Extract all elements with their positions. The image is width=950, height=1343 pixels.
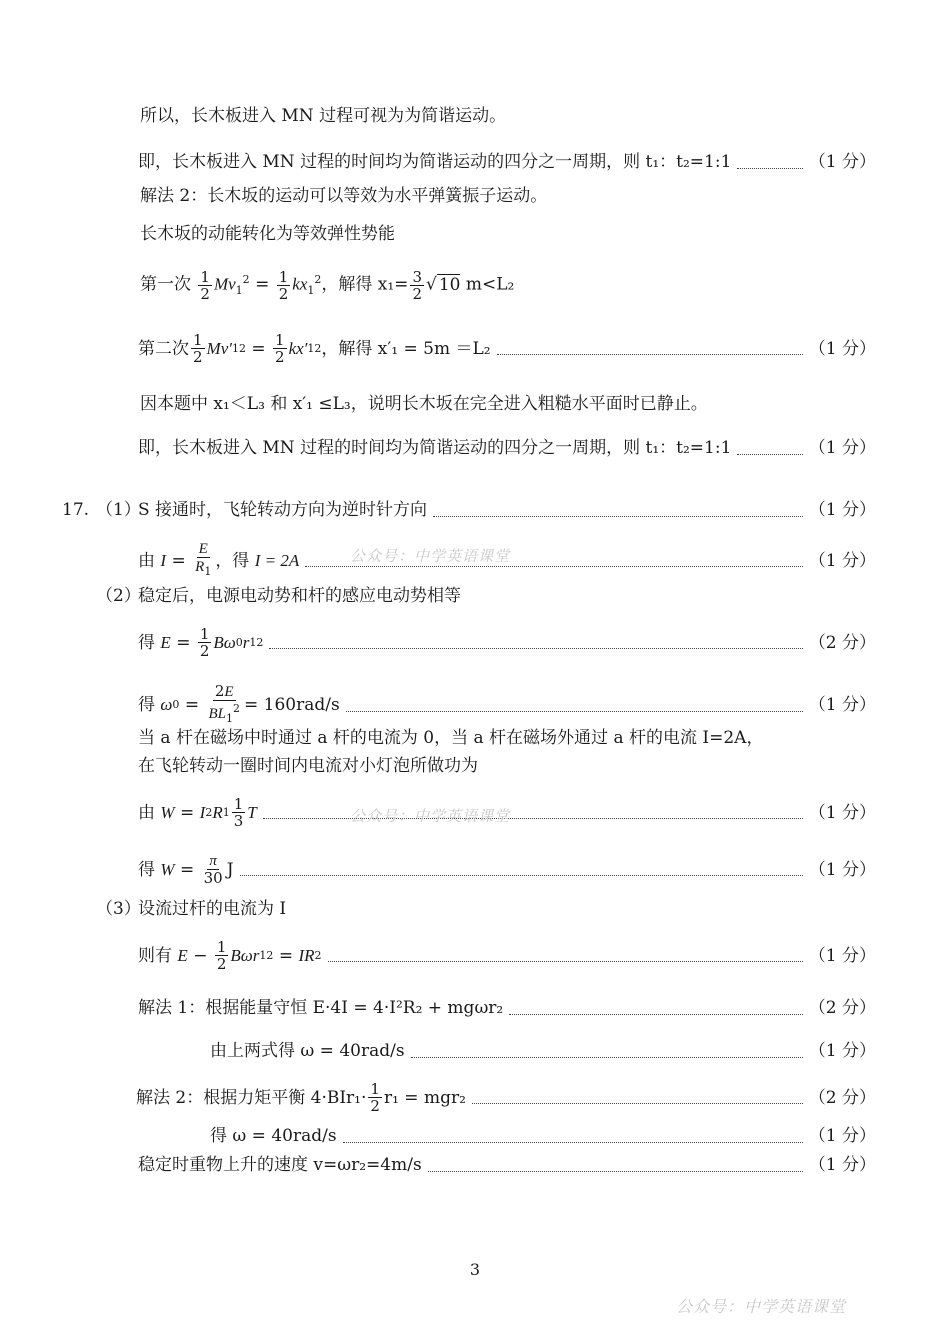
watermark: 公众号：中学英语课堂: [350, 807, 511, 825]
score-label: （1 分）: [808, 802, 876, 823]
score-label: （1 分）: [808, 152, 876, 172]
answer-row: 则有 E − $\frac{1}{2}$ Bωr 1 2 = IR 2 （1 分）: [138, 938, 876, 973]
equation-prefix: 第二次: [138, 338, 189, 359]
equation-prefix: 由: [138, 802, 155, 823]
fraction: $\frac{\pi}{30}$: [203, 853, 223, 887]
answer-row: 得 ω 0 = $\frac{2E}{BL_1^2}$ = 160rad/s （1 分）: [138, 682, 876, 725]
answer-row: 第二次 $\frac{1}{2}$ Mv′ 1 2 = $\frac{1}{2}$ kx′ 1 2 ，解得 x′₁ = 5m ＝L₂ （1 分）: [138, 331, 876, 366]
leader-dots: [509, 1014, 803, 1015]
leader-dots: [346, 711, 803, 712]
equation-mid: ，得: [215, 550, 250, 571]
answer-row: 由 I = $\frac{E}{R_1}$ ，得 I = 2A （1 分）: [138, 541, 876, 578]
fraction: $\frac{1}{2}$: [199, 625, 210, 660]
leader-dots: [240, 875, 803, 876]
fraction: $\frac{E}{R_1}$: [195, 541, 212, 578]
score-label: （1 分）: [808, 1155, 876, 1175]
equation-mid: ，解得 x′₁ = 5m ＝L₂: [321, 338, 491, 359]
leader-dots: [263, 818, 803, 819]
watermark: 公众号：中学英语课堂: [676, 1297, 847, 1316]
answer-text: 由上两式得 ω = 40rad/s: [210, 1041, 405, 1061]
part-label: （1）: [96, 500, 141, 520]
equation-prefix: 解法 2：根据力矩平衡 4·BIr₁·: [136, 1087, 367, 1108]
text-line: 当 a 杆在磁场中时通过 a 杆的电流为 0，当 a 杆在磁场外通过 a 杆的电流 I=2A，: [138, 728, 764, 748]
answer-row: [138, 436, 876, 460]
score-label: （1 分）: [808, 859, 876, 880]
equation-prefix: 第一次: [140, 274, 191, 295]
fraction: $\frac{1}{2}$: [278, 267, 289, 303]
fraction: $\frac{1}{2}$: [275, 331, 285, 366]
score-label: （2 分）: [808, 1087, 876, 1108]
text-line: 所以，长木板进入 MN 过程可视为为简谐运动。: [140, 106, 507, 126]
answer-text: S 接通时，飞轮转动方向为逆时针方向: [138, 500, 428, 520]
page-number: 3: [469, 1260, 481, 1279]
answer-text: 解法 1：根据能量守恒 E·4I = 4·I²R₂ + mgωr₂: [138, 998, 504, 1018]
score-label: （1 分）: [808, 945, 876, 966]
score-label: （1 分）: [808, 695, 876, 715]
score-label: （1 分）: [808, 1126, 876, 1146]
score-label: （1 分）: [808, 500, 876, 520]
fraction: $\frac{1}{2}$: [200, 267, 210, 303]
answer-row: 得 W = $\frac{\pi}{30}$ J （1 分）: [138, 853, 876, 887]
answer-row: [138, 150, 876, 174]
fraction: $\frac{3}{2}$: [412, 267, 422, 303]
answer-row: [210, 1039, 876, 1063]
score-label: （2 分）: [808, 998, 876, 1018]
score-label: （2 分）: [808, 632, 876, 653]
leader-dots: [411, 1057, 803, 1058]
leader-dots: [428, 1171, 803, 1172]
text-line: 在飞轮转动一圈时间内电流对小灯泡所做功为: [138, 756, 478, 776]
fraction: $\frac{1}{3}$: [233, 795, 244, 830]
leader-dots: [737, 168, 802, 169]
leader-dots: [472, 1103, 803, 1104]
part-label: （3）: [96, 899, 141, 919]
part-label: （2）: [96, 586, 141, 606]
answer-row: 得 E = $\frac{1}{2}$ Bω 0 r 1 2 （2 分）: [138, 625, 876, 660]
leader-dots: [497, 354, 803, 355]
equation-prefix: 得: [138, 695, 155, 715]
equation-mid: ，解得 x₁=: [321, 274, 409, 295]
score-label: （1 分）: [808, 1041, 876, 1061]
score-label: （1 分）: [808, 550, 876, 571]
text-line: 解法 2：长木坂的运动可以等效为水平弹簧振子运动。: [140, 186, 548, 206]
question-number: 17.: [62, 500, 90, 520]
equation-line: 第一次 $\frac{1}{2}$ $Mv_1^2$ = $\frac{1}{2}$ $kx_1^2$，解得 x₁= $\frac{3}{2}$ √ 10 m<L₂: [140, 267, 515, 303]
leader-dots: [433, 516, 803, 517]
answer-row: [138, 498, 876, 522]
leader-dots: [737, 454, 802, 455]
answer-row: [138, 1153, 876, 1177]
text-line: 稳定后，电源电动势和杆的感应电动势相等: [138, 586, 461, 606]
answer-text: 稳定时重物上升的速度 v=ωr₂=4m/s: [138, 1155, 422, 1175]
watermark: 公众号：中学英语课堂: [350, 547, 511, 565]
equation-prefix: 由: [138, 550, 155, 571]
score-label: （1 分）: [808, 438, 876, 458]
equation-tail: m<L₂: [465, 274, 515, 295]
leader-dots: [305, 566, 803, 567]
answer-row: 由 W = I 2 R 1 $\frac{1}{3}$ T （1 分）: [138, 795, 876, 830]
leader-dots: [269, 648, 802, 649]
answer-row: [136, 1081, 876, 1114]
text-line: 因本题中 x₁＜L₃ 和 x′₁ ≤L₃，说明长木坂在完全进入粗糙水平面时已静止。: [140, 394, 708, 414]
score-label: （1 分）: [808, 338, 876, 359]
equation-prefix: 则有: [138, 945, 172, 966]
answer-text: 得 ω = 40rad/s: [210, 1126, 337, 1146]
leader-dots: [328, 961, 803, 962]
answer-row: [210, 1124, 876, 1148]
answer-text: 即，长木板进入 MN 过程的时间均为简谐运动的四分之一周期，则 t₁：t₂=1:1: [138, 438, 732, 458]
answer-row: [138, 996, 876, 1020]
fraction: $\frac{1}{2}$: [370, 1080, 380, 1115]
equation-tail: = 160rad/s: [244, 695, 340, 715]
text-line: 长木坂的动能转化为等效弹性势能: [140, 224, 395, 244]
text-line: 设流过杆的电流为 I: [138, 899, 287, 919]
fraction: $\frac{1}{2}$: [193, 331, 203, 366]
equation-prefix: 得: [138, 859, 155, 880]
fraction: $\frac{2E}{BL_1^2}$: [208, 682, 240, 725]
equation-result: I = 2A: [254, 550, 300, 570]
fraction: $\frac{1}{2}$: [216, 938, 227, 973]
equation-tail: r₁ = mgr₂: [383, 1087, 466, 1108]
equation-prefix: 得: [138, 632, 155, 653]
leader-dots: [343, 1142, 803, 1143]
answer-text: 即，长木板进入 MN 过程的时间均为简谐运动的四分之一周期，则 t₁：t₂=1:1: [138, 152, 732, 172]
